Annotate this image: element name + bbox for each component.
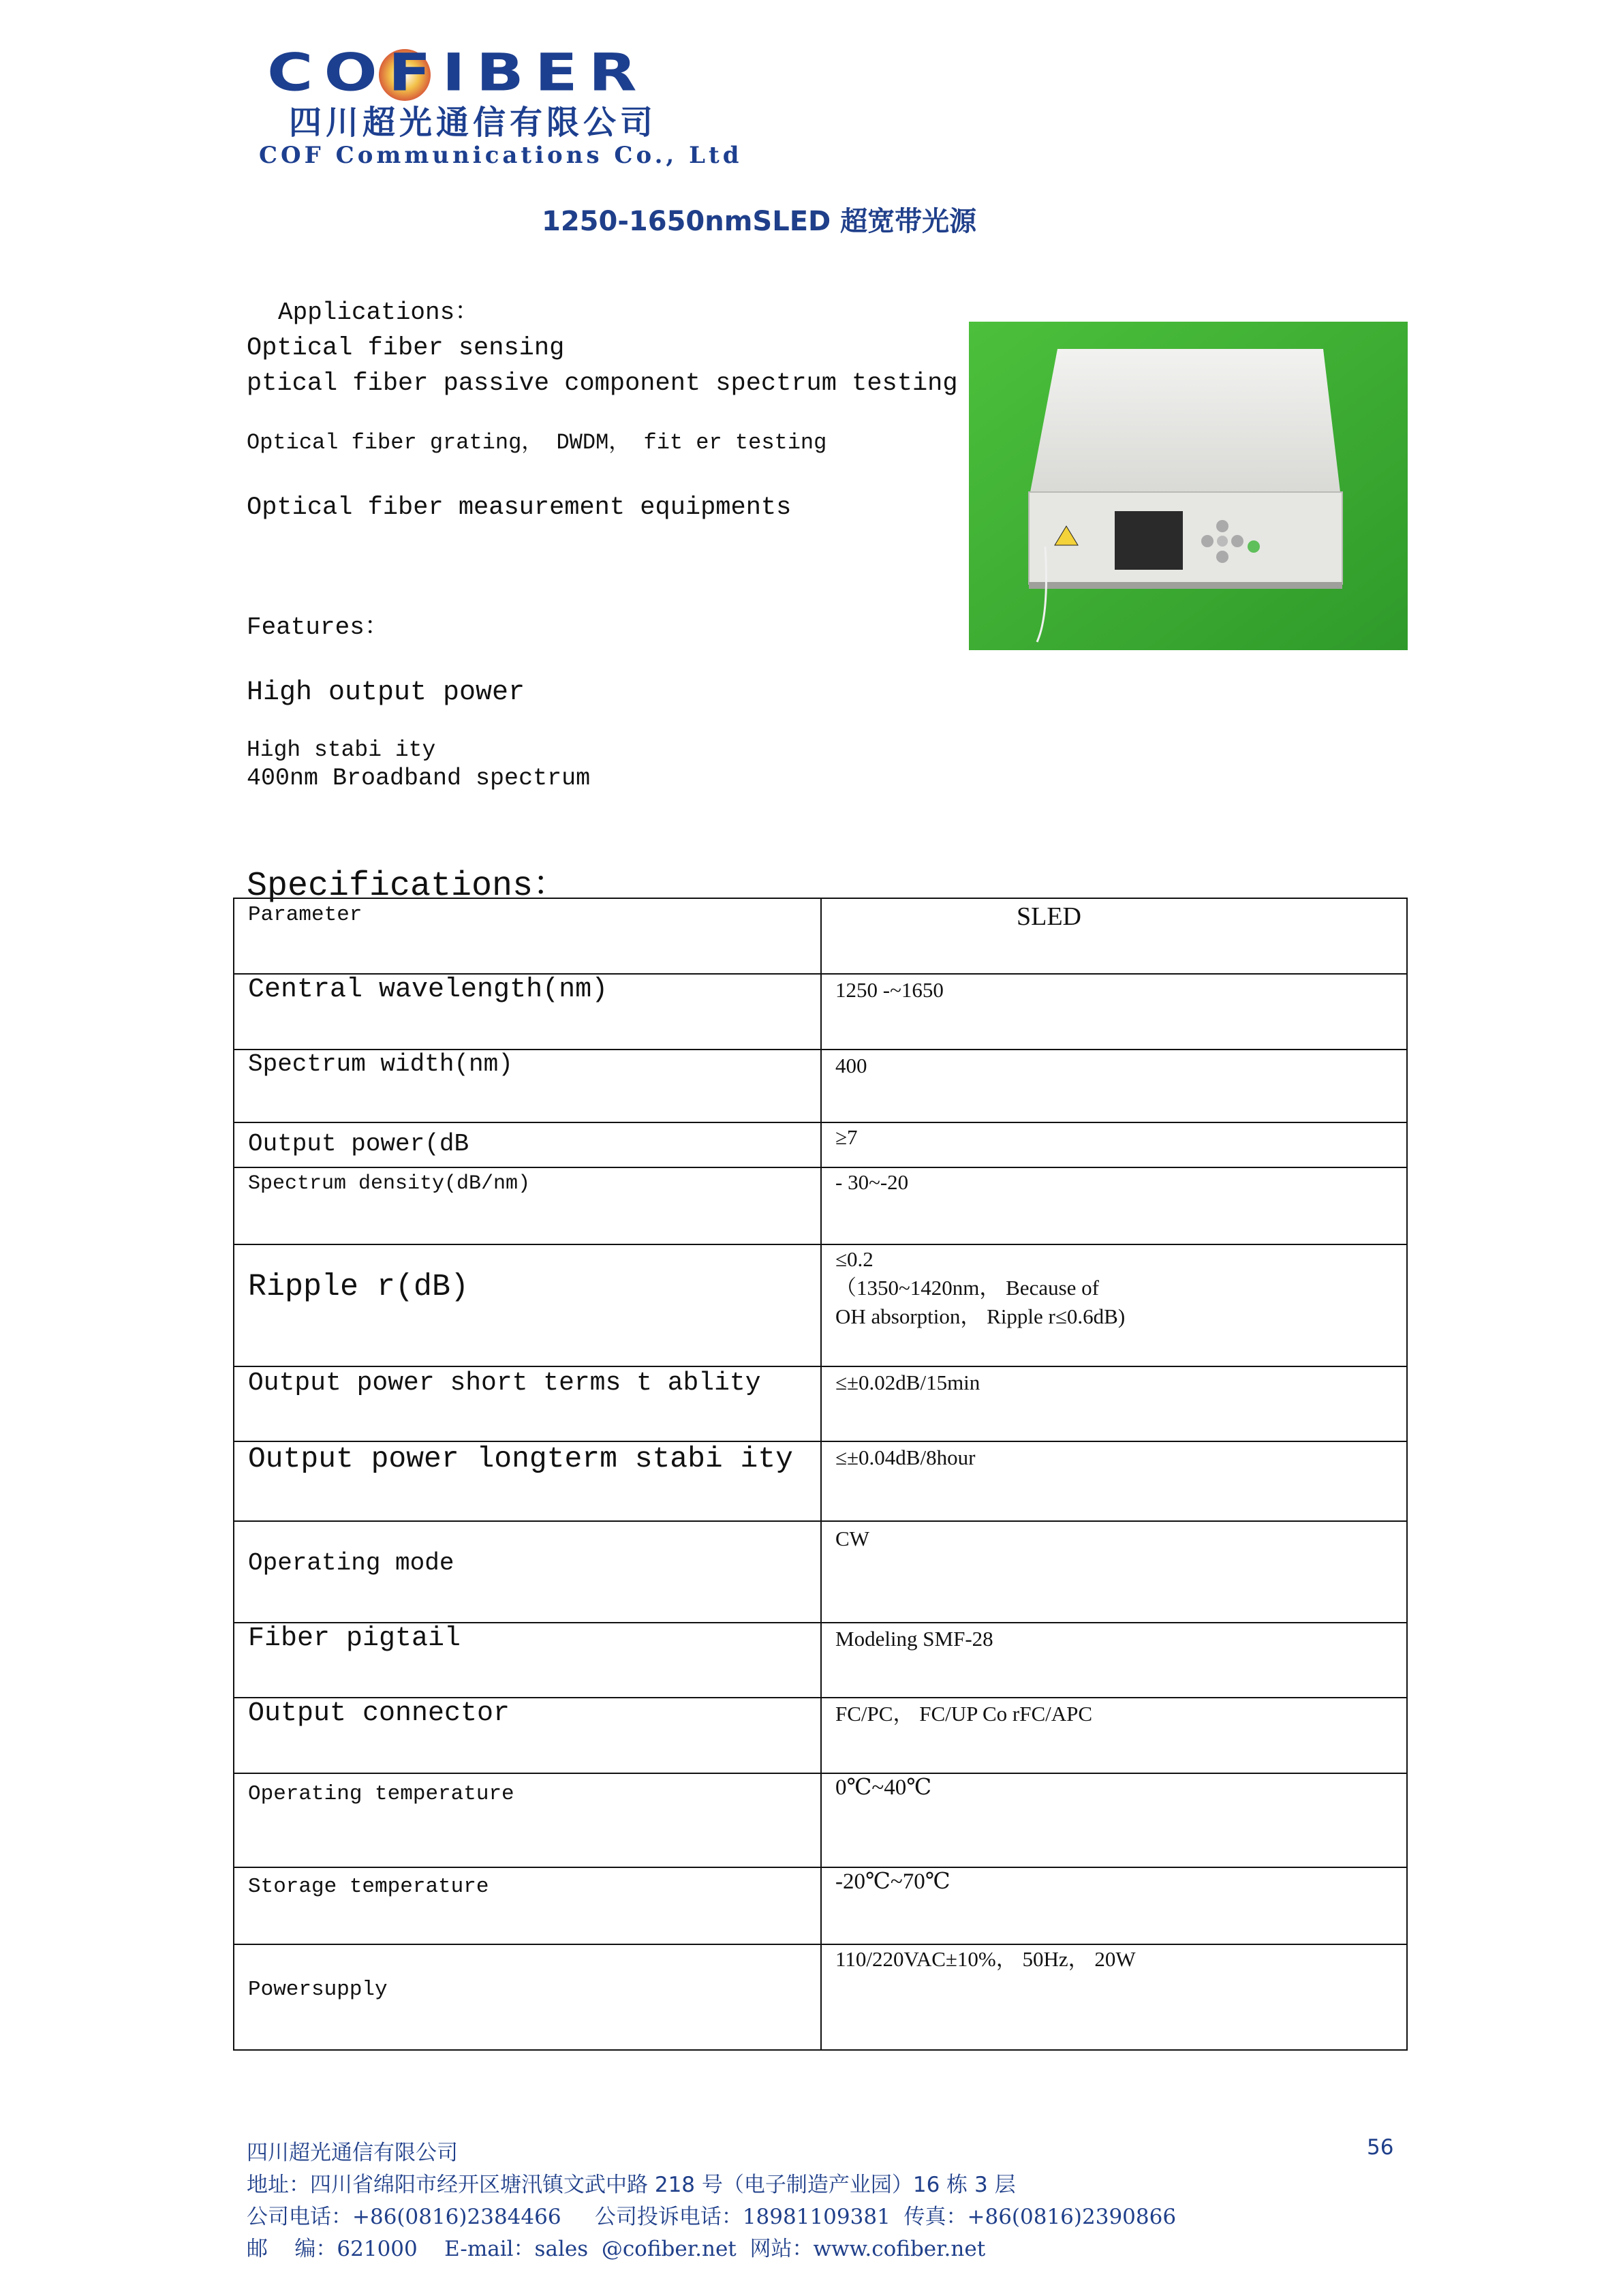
row-value: ≥7 — [835, 1125, 858, 1149]
feature-item: High stabi ity — [247, 737, 436, 763]
row-parameter: Operating mode — [248, 1549, 454, 1577]
application-item: ptical fiber passive component spectrum testing — [247, 369, 958, 398]
row-parameter: Spectrum density(dB/nm) — [248, 1172, 531, 1195]
row-value: FC/PC， FC/UP Co rFC/APC — [835, 1702, 1093, 1726]
row-value-note: OH absorption， Ripple r≤0.6dB) — [835, 1304, 1126, 1328]
header-sled: SLED — [1017, 902, 1081, 931]
page-number: 56 — [1367, 2135, 1394, 2160]
row-parameter: Ripple r(dB) — [248, 1270, 469, 1304]
footer-address: 地址：四川省绵阳市经开区塘汛镇文武中路 218 号（电子制造产业园）16 栋 3 层 — [247, 2173, 1016, 2197]
row-value: 0℃~40℃ — [835, 1775, 932, 1800]
row-value: ≤±0.04dB/8hour — [835, 1445, 976, 1469]
table-row — [234, 975, 1406, 1050]
table-row — [234, 1168, 1406, 1245]
applications-heading: Applications： — [278, 299, 480, 326]
table-row — [234, 1367, 1406, 1442]
row-value: 1250 -~1650 — [835, 978, 944, 1002]
row-value: -20℃~70℃ — [835, 1869, 950, 1894]
row-value-note: （1350~1420nm， Because of — [835, 1276, 1099, 1300]
row-parameter: Central wavelength(nm) — [248, 975, 608, 1005]
row-value: 400 — [835, 1054, 867, 1077]
application-item: Optical fiber measurement equipments — [247, 493, 792, 522]
table-row — [234, 1623, 1406, 1698]
row-parameter: Operating temperature — [248, 1782, 514, 1806]
feature-item: High output power — [247, 677, 525, 708]
footer-contact: 邮 编：621000 E-mail：sales @cofiber.net 网站：www.cofiber.net — [247, 2237, 986, 2261]
logo-wordmark: COFIBER — [267, 42, 648, 103]
product-photo — [969, 322, 1408, 650]
row-value: 110/220VAC±10%， 50Hz， 20W — [835, 1947, 1136, 1971]
table-row — [234, 1123, 1406, 1168]
application-item: Optical fiber grating， DWDM， fit er testing — [247, 430, 827, 455]
table-header-row — [234, 899, 1406, 975]
table-row — [234, 1050, 1406, 1123]
table-row — [234, 1522, 1406, 1623]
sled-device-image — [969, 322, 1408, 650]
row-parameter: Fiber pigtail — [248, 1623, 461, 1654]
row-value: Modeling SMF-28 — [835, 1627, 993, 1651]
application-item: Optical fiber sensing — [247, 334, 565, 363]
table-row — [234, 1245, 1406, 1367]
row-value: - 30~-20 — [835, 1170, 909, 1194]
table-row — [234, 1442, 1406, 1522]
table-row — [234, 1945, 1406, 2051]
header-parameter: Parameter — [248, 903, 362, 927]
logo-chinese-name: 四川超光通信有限公司 — [289, 104, 658, 142]
logo-english-name: COF Communications Co., Ltd — [259, 142, 743, 169]
row-value: ≤0.2 — [835, 1247, 874, 1271]
company-logo — [259, 42, 879, 169]
specifications-heading: Specifications： — [247, 867, 568, 906]
feature-item: 400nm Broadband spectrum — [247, 765, 591, 792]
features-heading: Features： — [247, 613, 389, 641]
row-parameter: Storage temperature — [248, 1875, 489, 1899]
footer-phone: 公司电话：+86(0816)2384466 公司投诉电话：18981109381 传真：+86(0816)2390866 — [247, 2205, 1177, 2229]
row-parameter: Output power short terms t ablity — [248, 1368, 761, 1398]
table-row — [234, 1698, 1406, 1774]
row-parameter: Spectrum width(nm) — [248, 1050, 513, 1078]
row-parameter: Output connector — [248, 1698, 510, 1729]
row-value: CW — [835, 1527, 869, 1550]
row-parameter: Output power(dB — [248, 1130, 469, 1158]
footer-company: 四川超光通信有限公司 — [247, 2141, 458, 2165]
table-row — [234, 1868, 1406, 1945]
row-parameter: Output power longterm stabi ity — [248, 1442, 793, 1475]
row-parameter: Powersupply — [248, 1978, 388, 2002]
document-title: 1250-1650nmSLED 超宽带光源 — [542, 206, 977, 237]
specifications-table — [233, 898, 1408, 2051]
table-row — [234, 1774, 1406, 1868]
row-value: ≤±0.02dB/15min — [835, 1371, 980, 1394]
